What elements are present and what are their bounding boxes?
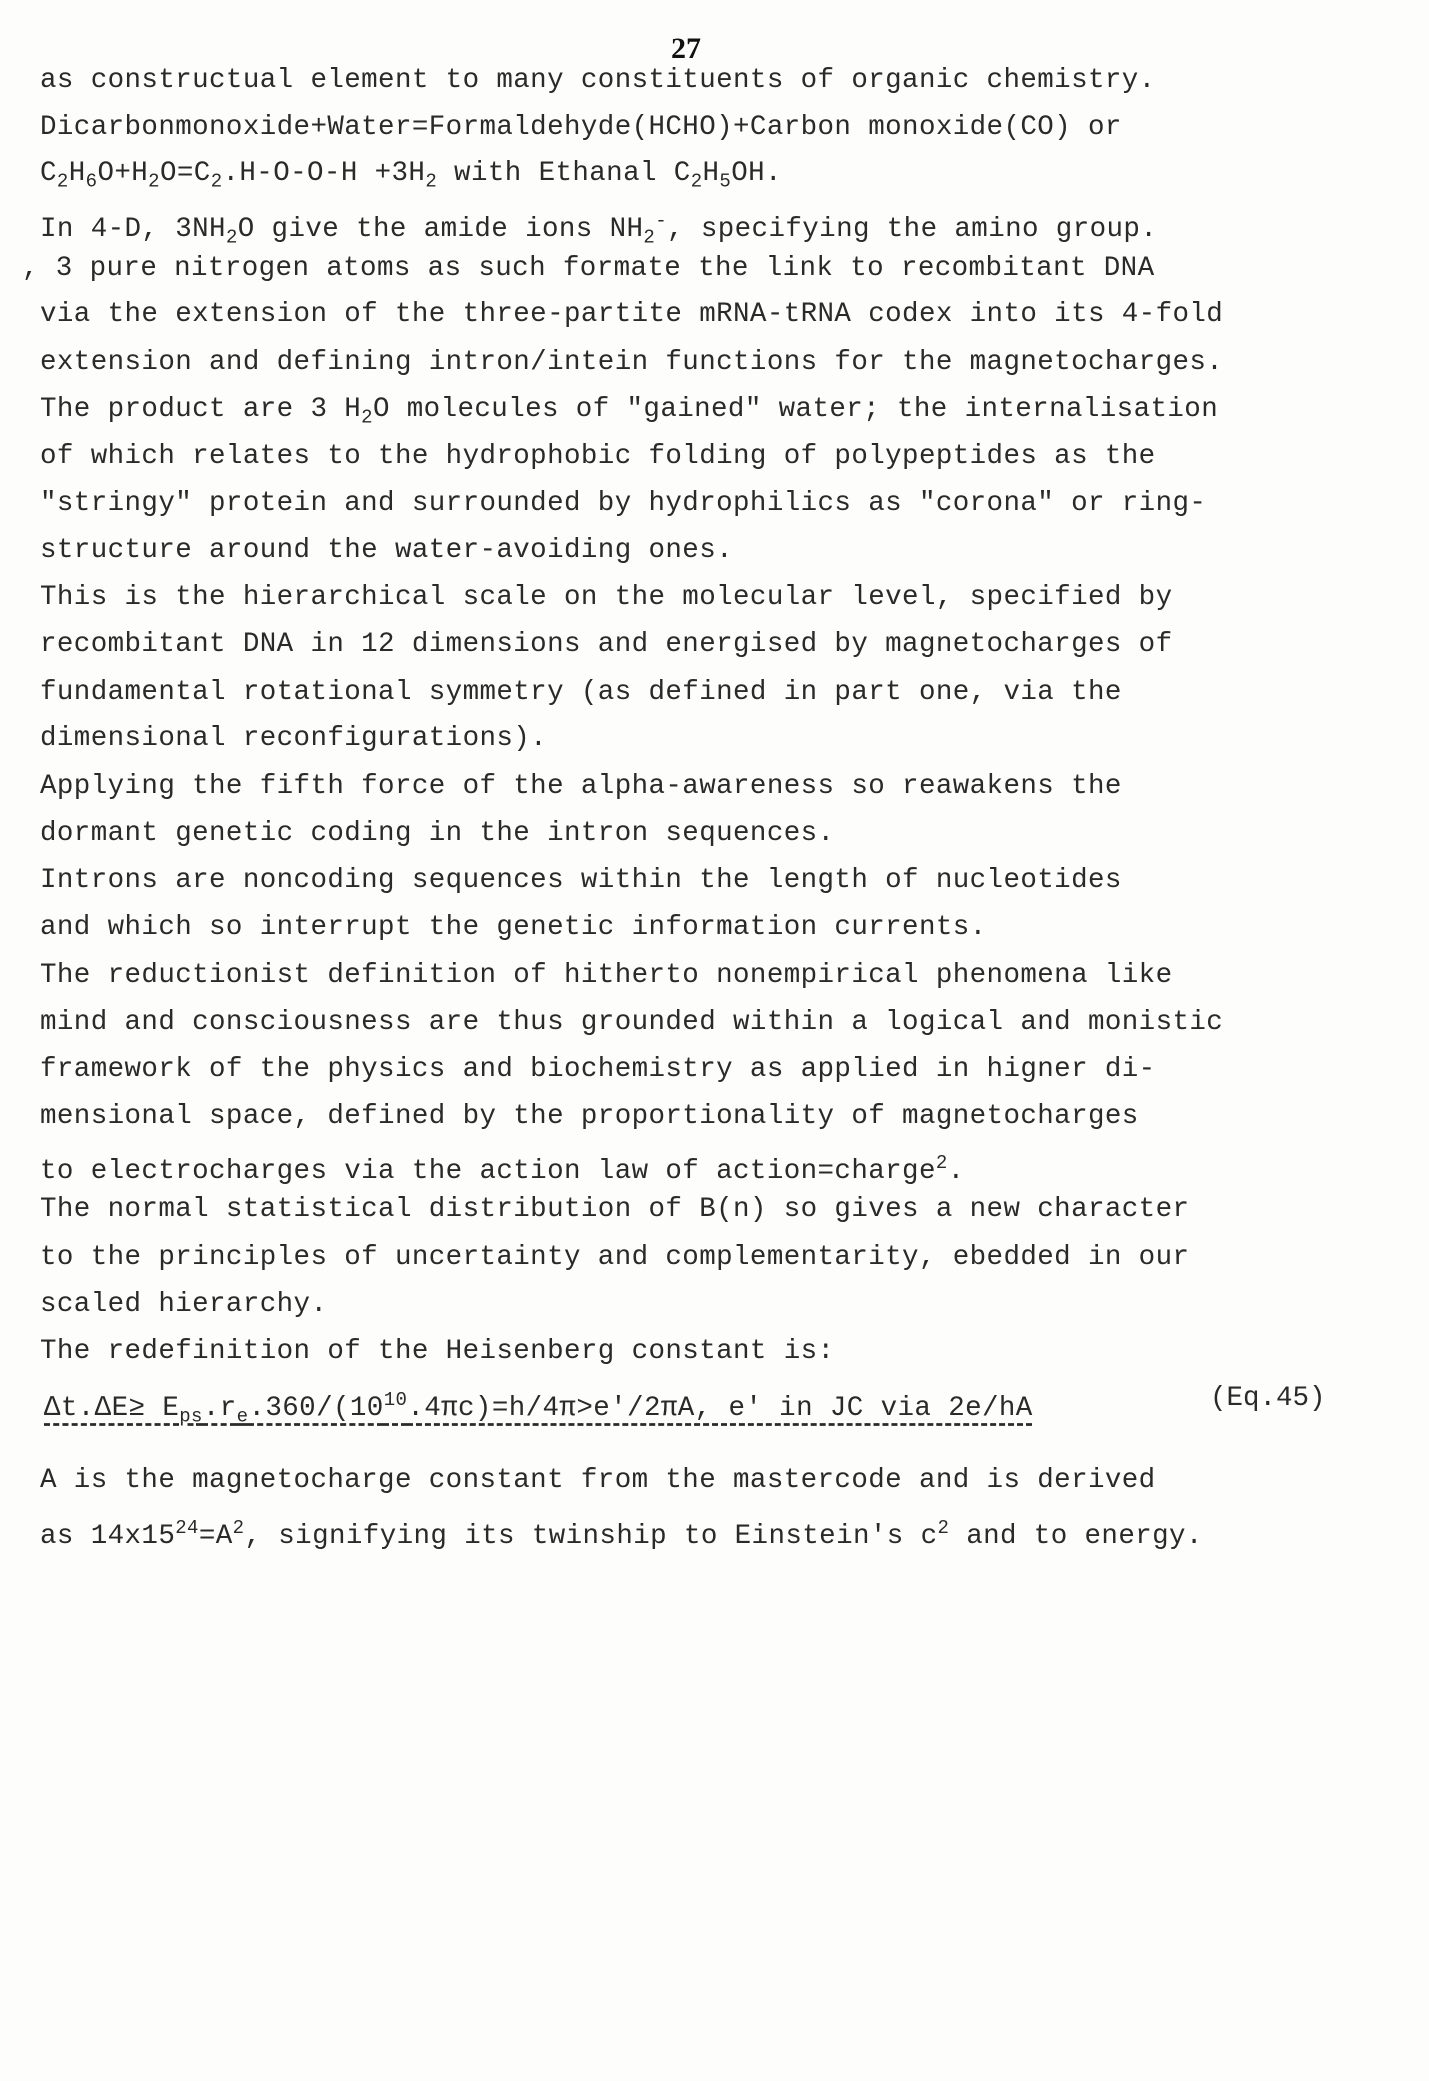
text-line: The reductionist definition of hitherto nonempirical phenomena like	[40, 960, 1173, 991]
text-line: The normal statistical distribution of B(n) so gives a new character	[40, 1194, 1190, 1225]
text-line: framework of the physics and biochemistry as applied in higner di-	[40, 1054, 1156, 1085]
page-number: 27	[671, 32, 701, 65]
text-line: fundamental rotational symmetry (as defined in part one, via the	[40, 677, 1122, 708]
text-line: extension and defining intron/intein functions for the magnetocharges.	[40, 347, 1224, 378]
text-line: scaled hierarchy.	[40, 1289, 328, 1320]
text-line: of which relates to the hydrophobic folding of polypeptides as the	[40, 441, 1156, 472]
text-line: mind and consciousness are thus grounded within a logical and monistic	[40, 1007, 1224, 1038]
final-line: as $14x15^{24}=A^2$, signifying its twinship to Einstein's $c^2$ and to energy.	[40, 1517, 1203, 1553]
charge-line: to electrocharges via the action law of action=charge$^2$.	[40, 1152, 965, 1188]
text-line: as constructual element to many constituents of organic chemistry.	[40, 65, 1156, 96]
text-line: mensional space, defined by the proportionality of magnetocharges	[40, 1101, 1139, 1132]
text-line: This is the hierarchical scale on the molecular level, specified by	[40, 582, 1173, 613]
text-line: A is the magnetocharge constant from the mastercode and is derived	[40, 1465, 1156, 1496]
text-line: structure around the water-avoiding ones.	[40, 535, 734, 566]
text-line: recombitant DNA in 12 dimensions and energised by magnetocharges of	[40, 629, 1173, 660]
heisenberg-equation: $\Delta t.\Delta E\ge E_{ps}.r_e.360/(10^{10}.4\pi c)=h/4\pi>e'/2\pi A$, e' in JC via 2e/hA	[44, 1389, 1033, 1428]
text-line: "stringy" protein and surrounded by hydrophilics as "corona" or ring-	[40, 488, 1207, 519]
text-line: and which so interrupt the genetic information currents.	[40, 912, 987, 943]
text-line: The redefinition of the Heisenberg constant is:	[40, 1336, 835, 1367]
text-line: dormant genetic coding in the intron sequences.	[40, 818, 835, 849]
text-line: Introns are noncoding sequences within the length of nucleotides	[40, 865, 1122, 896]
text-line: dimensional reconfigurations).	[40, 723, 548, 754]
formula-line: $C_2H_6O+H_2O=C_2.H-O-O-H +3H_2$ with Ethanal $C_2H_5OH$.	[40, 158, 782, 193]
text-line: to the principles of uncertainty and complementarity, ebedded in our	[40, 1242, 1190, 1273]
text-line: Applying the fifth force of the alpha-awareness so reawakens the	[40, 771, 1122, 802]
equation-number: (Eq.45)	[1210, 1383, 1326, 1414]
amide-line: In 4-D, $3NH_2O$ give the amide ions $NH_2^-$, specifying the amino group.	[40, 210, 1158, 249]
text-line: via the extension of the three-partite mRNA-tRNA codex into its 4-fold	[40, 299, 1224, 330]
product-line: The product are 3 $H_2O$ molecules of "gained" water; the internalisation	[40, 394, 1219, 429]
text-line: , 3 pure nitrogen atoms as such formate the link to recombitant DNA	[22, 253, 1155, 284]
text-line: Dicarbonmonoxide+Water=Formaldehyde(HCHO)+Carbon monoxide(CO) or	[40, 112, 1122, 143]
